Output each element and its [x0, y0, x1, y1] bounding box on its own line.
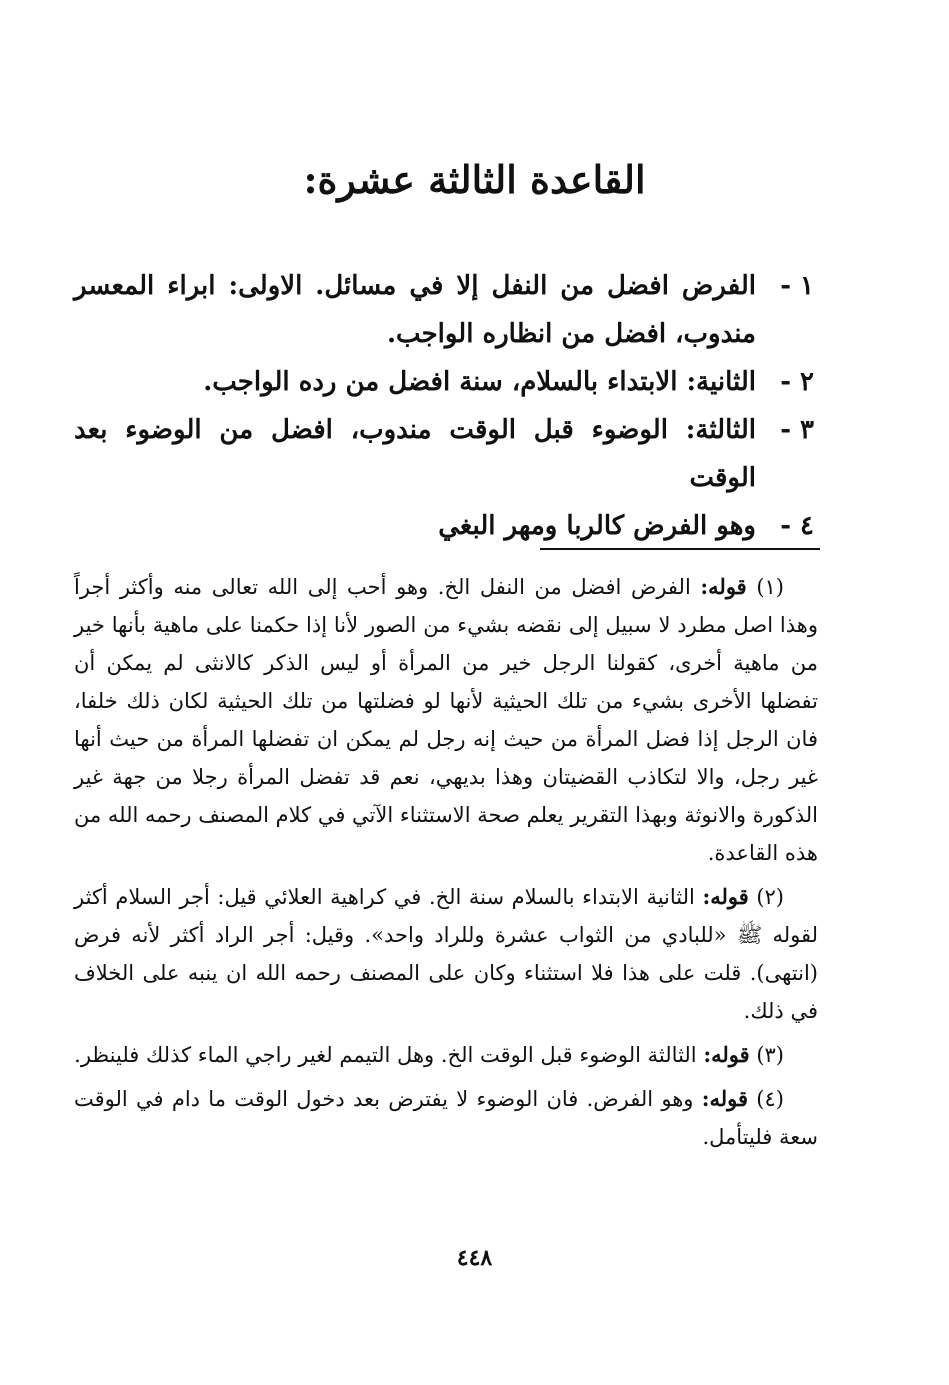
rule-number: ١ -: [780, 271, 814, 301]
rule-item-3: [74, 406, 814, 502]
rule-item-1: [74, 262, 814, 358]
footnote-ref: (٤): [756, 1087, 784, 1111]
footnote-2: [74, 878, 818, 1030]
rule-number: ٤ -: [780, 511, 814, 541]
footnote-3: [74, 1036, 818, 1074]
rule-text: الفرض افضل من النفل إلا في مسائل. الاولى: ابراء المعسر مندوب، افضل من انظاره الواجب.: [74, 271, 756, 349]
rule-list: [74, 262, 814, 550]
footnote-ref: (٣): [756, 1043, 784, 1067]
footnote-text: الفرض افضل من النفل الخ. وهو أحب إلى الله تعالى منه وأكثر أجراً وهذا اصل مطرد لا سبيل إلى نقضه بشيء من الصور لأنا إذا حكمنا على ماهية بأنها خير من ماهية أخرى، كقولنا الرجل خير من المرأة أو ليس الذكر كالانثى لم يمكن أن تفضلها الأخرى بشيء من تلك الحيثية لأنها لو فضلتها من تلك الحيثية لكان ذلك خلفا، فان الرجل إذا فضل المرأة من حيث إنه رجل لم يمكن ان تفضلها المرأة من حيث أنها غير رجل، والا لتكاذب القضيتان وهذا بديهي، نعم قد تفضل المرأة رجلا من جهة غير الذكورة والانوثة وبهذا التقرير يعلم صحة الاستثناء الآتي في كلام المصنف رحمه الله من هذه القاعدة.: [74, 575, 818, 865]
footnote-keyword: قوله:: [701, 1086, 749, 1111]
rule-item-2: [74, 358, 814, 406]
footnote-1: [74, 568, 818, 872]
page-title: القاعدة الثالثة عشرة:: [303, 157, 646, 202]
rule-text: الثانية: الابتداء بالسلام، سنة افضل من رده الواجب.: [203, 367, 756, 397]
footnote-text: وهو الفرض. فان الوضوء لا يفترض بعد دخول الوقت ما دام في الوقت سعة فليتأمل.: [74, 1087, 818, 1149]
rule-item-4: [74, 502, 814, 550]
footnote-keyword: قوله:: [702, 884, 749, 909]
footnote-keyword: قوله:: [703, 1042, 750, 1067]
rule-number: ٢ -: [780, 367, 814, 397]
footnote-text: الثالثة الوضوء قبل الوقت الخ. وهل التيمم لغير راجي الماء كذلك فلينظر.: [74, 1043, 697, 1067]
footnote-keyword: قوله:: [700, 574, 747, 599]
footnotes: [74, 568, 818, 1162]
rule-number: ٣ -: [780, 415, 814, 445]
footnote-separator: [540, 548, 820, 550]
footnote-ref: (١): [756, 575, 784, 599]
footnote-text: الثانية الابتداء بالسلام سنة الخ. في كراهية العلائي قيل: أجر السلام أكثر لقوله ﷺ «للبادي من الثواب عشرة وللراد واحد». وقيل: أجر الراد أكثر لأنه فرض (انتهى). قلت على هذا فلا استثناء وكان على المصنف رحمه الله ان ينبه على الخلاف في ذلك.: [74, 885, 818, 1023]
rule-text: الثالثة: الوضوء قبل الوقت مندوب، افضل من الوضوء بعد الوقت: [74, 415, 756, 493]
footnote-ref: (٢): [756, 885, 784, 909]
footnote-4: [74, 1080, 818, 1156]
page-number: ٤٤٨: [456, 1245, 493, 1271]
rule-text: وهو الفرض كالربا ومهر البغي: [438, 511, 756, 541]
